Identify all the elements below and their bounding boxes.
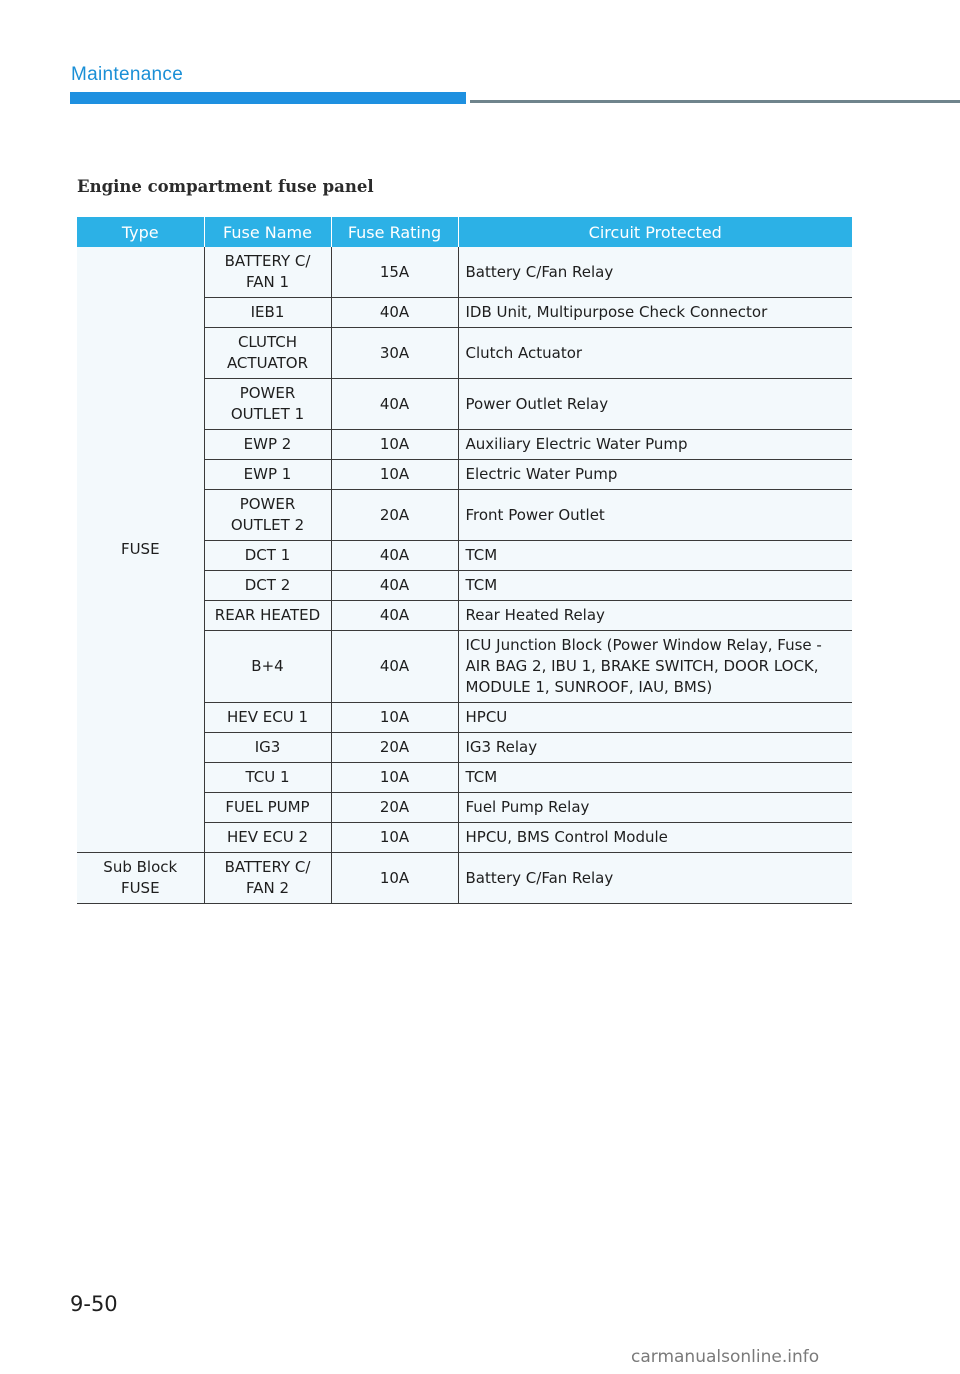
cell-fuse-name: BATTERY C/ FAN 2 bbox=[204, 853, 331, 904]
cell-fuse-rating: 10A bbox=[331, 703, 458, 733]
cell-fuse-name: BATTERY C/ FAN 1 bbox=[204, 247, 331, 298]
page-heading: Engine compartment fuse panel bbox=[77, 177, 374, 196]
watermark: carmanualsonline.info bbox=[631, 1347, 820, 1367]
cell-fuse-name: EWP 1 bbox=[204, 460, 331, 490]
cell-fuse-name: POWER OUTLET 1 bbox=[204, 379, 331, 430]
column-header-circuit-protected: Circuit Protected bbox=[458, 217, 852, 247]
cell-fuse-rating: 40A bbox=[331, 379, 458, 430]
cell-circuit-protected: IDB Unit, Multipurpose Check Connector bbox=[458, 298, 852, 328]
page-number: 9-50 bbox=[70, 1292, 118, 1316]
cell-circuit-protected: TCM bbox=[458, 763, 852, 793]
cell-fuse-rating: 40A bbox=[331, 601, 458, 631]
cell-circuit-protected: Rear Heated Relay bbox=[458, 601, 852, 631]
fuse-table bbox=[77, 217, 852, 904]
fuse-table-body bbox=[77, 247, 852, 904]
cell-fuse-rating: 40A bbox=[331, 571, 458, 601]
cell-circuit-protected: Electric Water Pump bbox=[458, 460, 852, 490]
cell-fuse-name: DCT 2 bbox=[204, 571, 331, 601]
column-header-type: Type bbox=[77, 217, 204, 247]
cell-circuit-protected: Power Outlet Relay bbox=[458, 379, 852, 430]
column-header-fuse-name: Fuse Name bbox=[204, 217, 331, 247]
cell-fuse-name: REAR HEATED bbox=[204, 601, 331, 631]
cell-fuse-name: TCU 1 bbox=[204, 763, 331, 793]
table-header-row bbox=[77, 217, 852, 247]
cell-circuit-protected: Battery C/Fan Relay bbox=[458, 247, 852, 298]
cell-circuit-protected: Battery C/Fan Relay bbox=[458, 853, 852, 904]
cell-type: Sub Block FUSE bbox=[77, 853, 204, 904]
cell-circuit-protected: TCM bbox=[458, 541, 852, 571]
cell-circuit-protected: Clutch Actuator bbox=[458, 328, 852, 379]
cell-fuse-rating: 40A bbox=[331, 541, 458, 571]
table-row bbox=[77, 853, 852, 904]
cell-fuse-rating: 10A bbox=[331, 430, 458, 460]
cell-fuse-name: HEV ECU 2 bbox=[204, 823, 331, 853]
cell-circuit-protected: ICU Junction Block (Power Window Relay, Fuse - AIR BAG 2, IBU 1, BRAKE SWITCH, DOOR LOCK, MODULE 1, SUNROOF, IAU, BMS) bbox=[458, 631, 852, 703]
header-rule bbox=[470, 100, 960, 103]
cell-fuse-rating: 10A bbox=[331, 823, 458, 853]
cell-fuse-rating: 20A bbox=[331, 490, 458, 541]
cell-fuse-name: IEB1 bbox=[204, 298, 331, 328]
column-header-fuse-rating: Fuse Rating bbox=[331, 217, 458, 247]
cell-circuit-protected: HPCU bbox=[458, 703, 852, 733]
cell-fuse-name: CLUTCH ACTUATOR bbox=[204, 328, 331, 379]
cell-type: FUSE bbox=[77, 247, 204, 853]
cell-fuse-name: EWP 2 bbox=[204, 430, 331, 460]
cell-fuse-rating: 20A bbox=[331, 733, 458, 763]
cell-fuse-name: B+4 bbox=[204, 631, 331, 703]
cell-fuse-name: DCT 1 bbox=[204, 541, 331, 571]
cell-fuse-name: POWER OUTLET 2 bbox=[204, 490, 331, 541]
cell-fuse-rating: 40A bbox=[331, 298, 458, 328]
cell-fuse-rating: 10A bbox=[331, 763, 458, 793]
section-label: Maintenance bbox=[71, 64, 184, 85]
cell-circuit-protected: Fuel Pump Relay bbox=[458, 793, 852, 823]
header-accent-bar bbox=[70, 92, 466, 104]
cell-fuse-rating: 15A bbox=[331, 247, 458, 298]
cell-fuse-rating: 40A bbox=[331, 631, 458, 703]
cell-fuse-rating: 20A bbox=[331, 793, 458, 823]
table-row bbox=[77, 247, 852, 298]
cell-fuse-name: IG3 bbox=[204, 733, 331, 763]
cell-circuit-protected: IG3 Relay bbox=[458, 733, 852, 763]
cell-fuse-rating: 10A bbox=[331, 853, 458, 904]
cell-circuit-protected: Auxiliary Electric Water Pump bbox=[458, 430, 852, 460]
cell-circuit-protected: Front Power Outlet bbox=[458, 490, 852, 541]
cell-fuse-name: HEV ECU 1 bbox=[204, 703, 331, 733]
cell-fuse-rating: 10A bbox=[331, 460, 458, 490]
cell-fuse-rating: 30A bbox=[331, 328, 458, 379]
cell-circuit-protected: HPCU, BMS Control Module bbox=[458, 823, 852, 853]
cell-circuit-protected: TCM bbox=[458, 571, 852, 601]
cell-fuse-name: FUEL PUMP bbox=[204, 793, 331, 823]
